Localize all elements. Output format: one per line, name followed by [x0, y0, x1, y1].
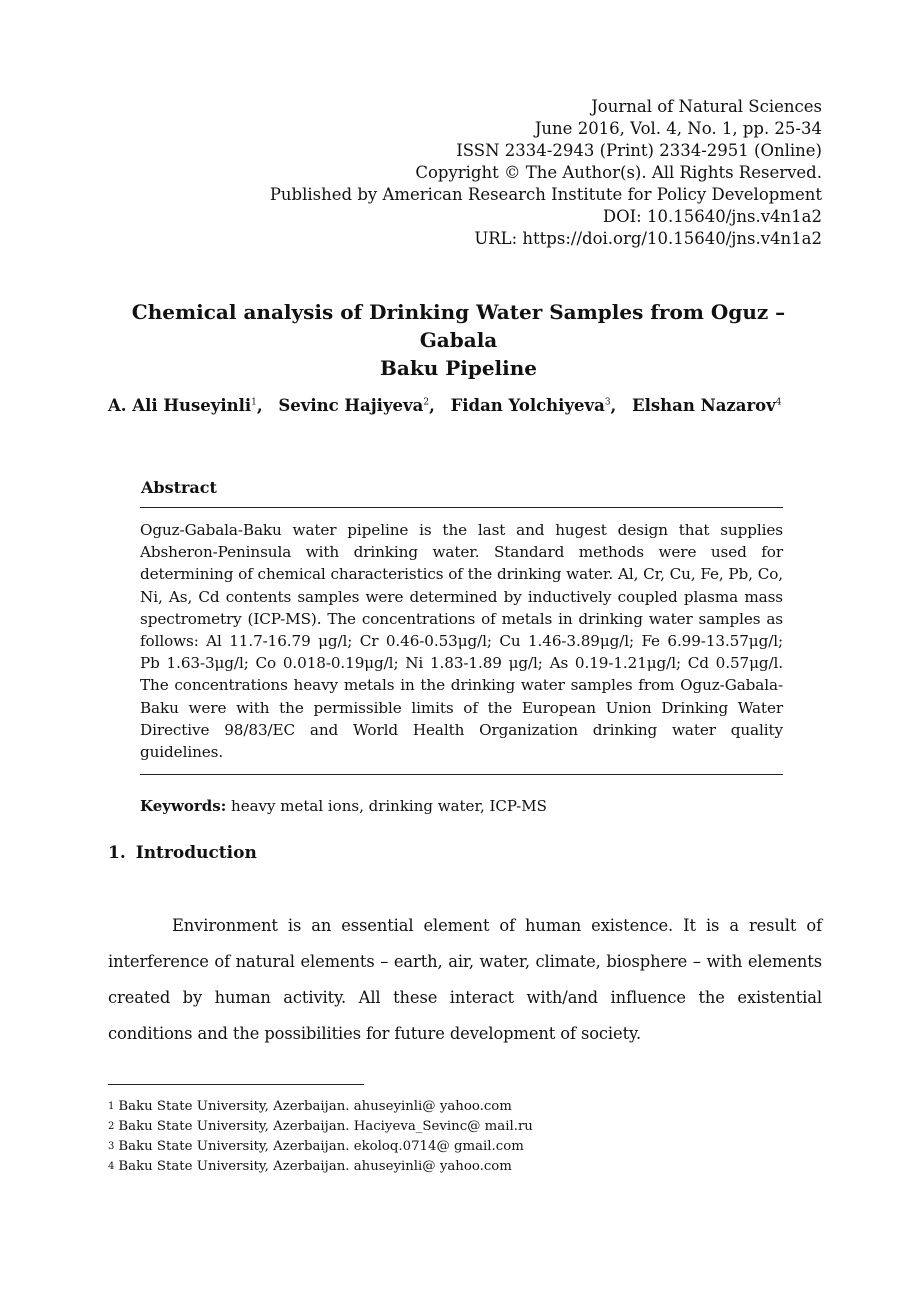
author-name: Elshan Nazarov: [632, 396, 776, 415]
abstract-heading: Abstract: [141, 478, 217, 497]
footnote-item: [108, 1117, 708, 1137]
footnote-mark: 2: [108, 1121, 115, 1132]
footnote-text: Baku State University, Azerbaijan. ekoloq.0714@ gmail.com: [118, 1139, 524, 1154]
section-heading-introduction: [108, 843, 257, 863]
footnote-mark: 4: [108, 1161, 115, 1172]
paper-title: [100, 298, 817, 382]
section-title: Introduction: [135, 843, 257, 863]
journal-name: Journal of Natural Sciences: [591, 97, 822, 116]
publisher: Published by American Research Institute for Policy Development: [269, 185, 822, 204]
journal-issue: June 2016, Vol. 4, No. 1, pp. 25-34: [534, 119, 822, 138]
url-link[interactable]: URL: https://doi.org/10.15640/jns.v4n1a2: [474, 229, 822, 248]
paper-title-line-2: Baku Pipeline: [379, 356, 538, 380]
author-name: A. Ali Huseyinli: [108, 396, 252, 415]
keywords: [140, 797, 547, 815]
footnote-text: Baku State University, Azerbaijan. ahuseyinli@ yahoo.com: [118, 1159, 512, 1174]
footnote-mark: 1: [108, 1101, 115, 1112]
footnote-item: [108, 1097, 708, 1117]
footnotes: [108, 1097, 708, 1177]
footnote-item: [108, 1157, 708, 1177]
copyright-notice: Copyright © The Author(s). All Rights Reserved.: [415, 163, 822, 182]
paper-title-line-1: Chemical analysis of Drinking Water Samples from Oguz – Gabala: [131, 300, 786, 352]
journal-issn: ISSN 2334-2943 (Print) 2334-2951 (Online): [456, 141, 822, 160]
author-footnote-mark: 4: [775, 397, 782, 408]
journal-header: [262, 96, 822, 250]
keywords-label: Keywords:: [140, 797, 227, 815]
footnote-item: [108, 1137, 708, 1157]
footnote-separator: [108, 1084, 364, 1085]
keywords-text: heavy metal ions, drinking water, ICP-MS: [231, 797, 547, 815]
abstract-top-rule: [140, 507, 783, 508]
section-number: 1.: [108, 843, 126, 863]
introduction-paragraph: Environment is an essential element of human existence. It is a result of interference of natural elements – earth, air, water, climate, biosphere – with elements created by human activity. All these interact with/and influence the existential conditions and the possibilities for future development of society.: [108, 916, 822, 1043]
doi: DOI: 10.15640/jns.v4n1a2: [602, 207, 822, 226]
author-name: Sevinc Hajiyeva: [278, 396, 424, 415]
abstract-body: Oguz-Gabala-Baku water pipeline is the last and hugest design that supplies Absheron-Peninsula with drinking water. Standard methods were used for determining of chemical characteristics of the drinking water. Al, Cr, Cu, Fe, Pb, Co, Ni, As, Cd contents samples were determined by inductively coupled plasma mass spectrometry (ICP-MS). The concentrations of metals in drinking water samples as follows: Al 11.7-16.79 μg/l; Cr 0.46-0.53μg/l; Cu 1.46-3.89μg/l; Fe 6.99-13.57μg/l; Pb 1.63-3μg/l; Co 0.018-0.19μg/l; Ni 1.83-1.89 μg/l; As 0.19-1.21μg/l; Cd 0.57μg/l. The concentrations heavy metals in the drinking water samples from Oguz-Gabala-Baku were with the permissible limits of the European Union Drinking Water Directive 98/83/EC and World Health Organization drinking water quality guidelines.: [140, 521, 783, 762]
footnote-text: Baku State University, Azerbaijan. ahuseyinli@ yahoo.com: [118, 1099, 512, 1114]
footnote-text: Baku State University, Azerbaijan. Haciyeva_Sevinc@ mail.ru: [118, 1119, 533, 1134]
author-list: A. Ali Huseyinli$^1$, Sevinc Hajiyeva$^2$, Fidan Yolchiyeva$^3$, Elshan Nazarov$^4$: [108, 396, 782, 415]
author-name: Fidan Yolchiyeva: [450, 396, 605, 415]
footnote-mark: 3: [108, 1141, 115, 1152]
author-footnote-mark: 3: [604, 397, 611, 408]
author-footnote-mark: 2: [423, 397, 430, 408]
author-footnote-mark: 1: [251, 397, 257, 408]
abstract-bottom-rule: [140, 774, 783, 775]
